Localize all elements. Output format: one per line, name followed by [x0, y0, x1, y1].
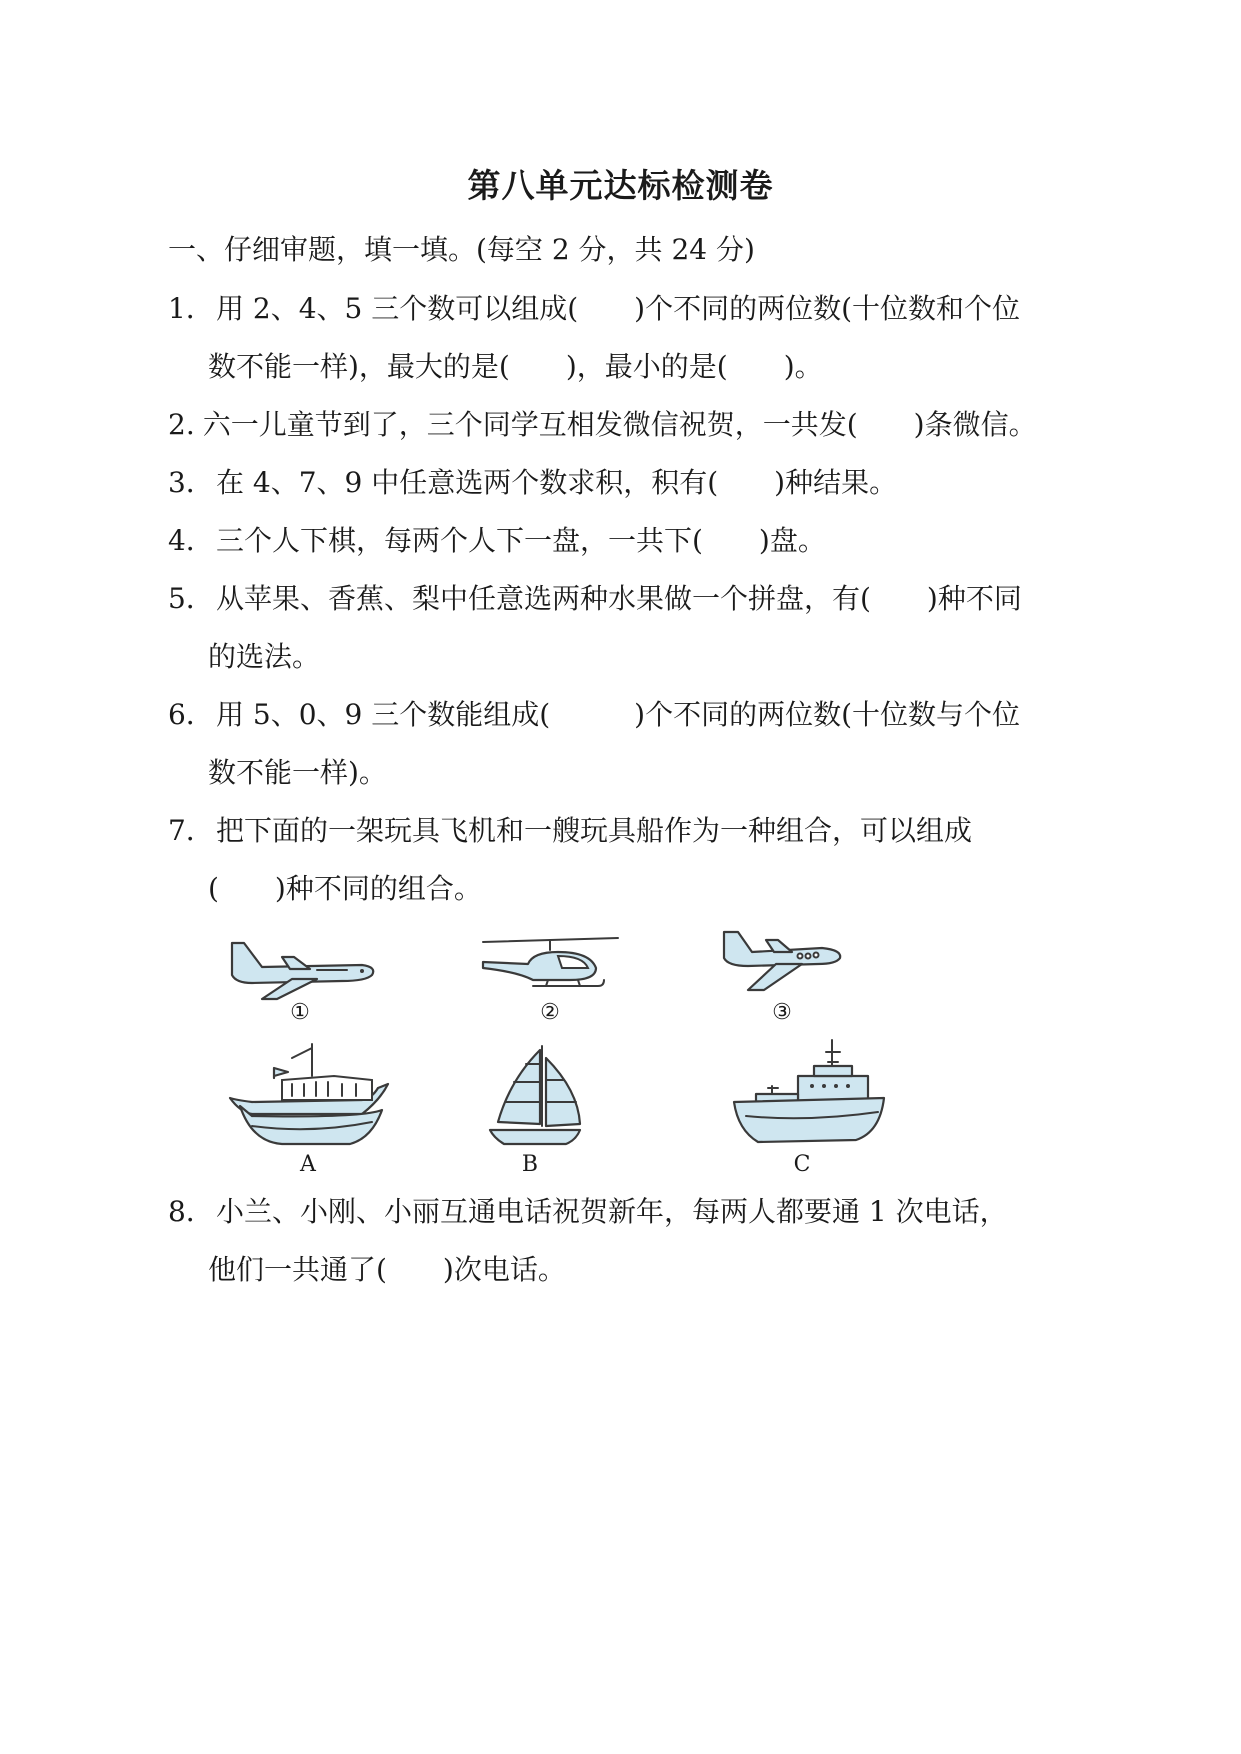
question-5	[168, 579, 1022, 619]
boat-label-b: B	[521, 1152, 539, 1177]
question-text: 三个人下棋，每两个人下一盘，一共下( )盘。	[216, 524, 826, 557]
warship-figure	[728, 1036, 888, 1146]
airliner-figure	[222, 935, 382, 1003]
helicopter-figure	[478, 928, 623, 998]
jet-plane-figure	[718, 922, 848, 994]
question-1-continued: 数不能一样)，最大的是( )，最小的是( )。	[208, 350, 823, 383]
section-heading: 一、仔细审题，填一填。(每空 2 分，共 24 分)	[168, 233, 755, 266]
question-text: 用 5、0、9 三个数能组成( )个不同的两位数(十位数与个位	[216, 698, 1021, 731]
sailboat-icon	[480, 1040, 590, 1150]
question-number: 8．	[168, 1195, 214, 1228]
question-7-continued: ( )种不同的组合。	[208, 872, 482, 905]
question-6-continued: 数不能一样)。	[208, 756, 387, 789]
jet-plane-icon	[718, 922, 848, 994]
question-number: 4．	[168, 524, 214, 557]
sailboat-figure	[480, 1040, 590, 1150]
question-number: 1．	[168, 292, 214, 325]
question-2	[168, 405, 1037, 445]
airliner-icon	[222, 935, 382, 1003]
question-number: 3．	[168, 466, 214, 499]
question-number: 2.	[168, 408, 195, 441]
boat-label-c: C	[793, 1152, 811, 1177]
question-5-continued: 的选法。	[208, 640, 321, 673]
plane-label-2: ②	[540, 1000, 560, 1025]
warship-icon	[728, 1036, 888, 1146]
plane-label-1: ①	[290, 1000, 310, 1025]
question-number: 5．	[168, 582, 214, 615]
plane-label-3: ③	[772, 1000, 792, 1025]
question-number: 6．	[168, 698, 214, 731]
question-text: 从苹果、香蕉、梨中任意选两种水果做一个拼盘，有( )种不同	[216, 582, 1022, 615]
question-1	[168, 289, 1020, 329]
question-7	[168, 811, 972, 851]
cruise-boat-icon	[222, 1040, 392, 1150]
page-title: 第八单元达标检测卷	[467, 166, 774, 205]
question-8	[168, 1192, 1008, 1232]
question-text: 小兰、小刚、小丽互通电话祝贺新年，每两人都要通 1 次电话，	[216, 1195, 1008, 1228]
question-4	[168, 521, 826, 561]
question-number: 7．	[168, 814, 214, 847]
helicopter-icon	[478, 928, 623, 998]
question-text: 把下面的一架玩具飞机和一艘玩具船作为一种组合，可以组成	[216, 814, 973, 847]
question-text: 用 2、4、5 三个数可以组成( )个不同的两位数(十位数和个位	[216, 292, 1021, 325]
boat-label-a: A	[300, 1152, 316, 1177]
question-6	[168, 695, 1020, 735]
question-3	[168, 463, 897, 503]
question-text: 六一儿童节到了，三个同学互相发微信祝贺，一共发( )条微信。	[202, 408, 1037, 441]
question-text: 在 4、7、9 中任意选两个数求积，积有( )种结果。	[216, 466, 898, 499]
cruise-boat-figure	[222, 1040, 392, 1150]
question-8-continued: 他们一共通了( )次电话。	[208, 1253, 566, 1286]
